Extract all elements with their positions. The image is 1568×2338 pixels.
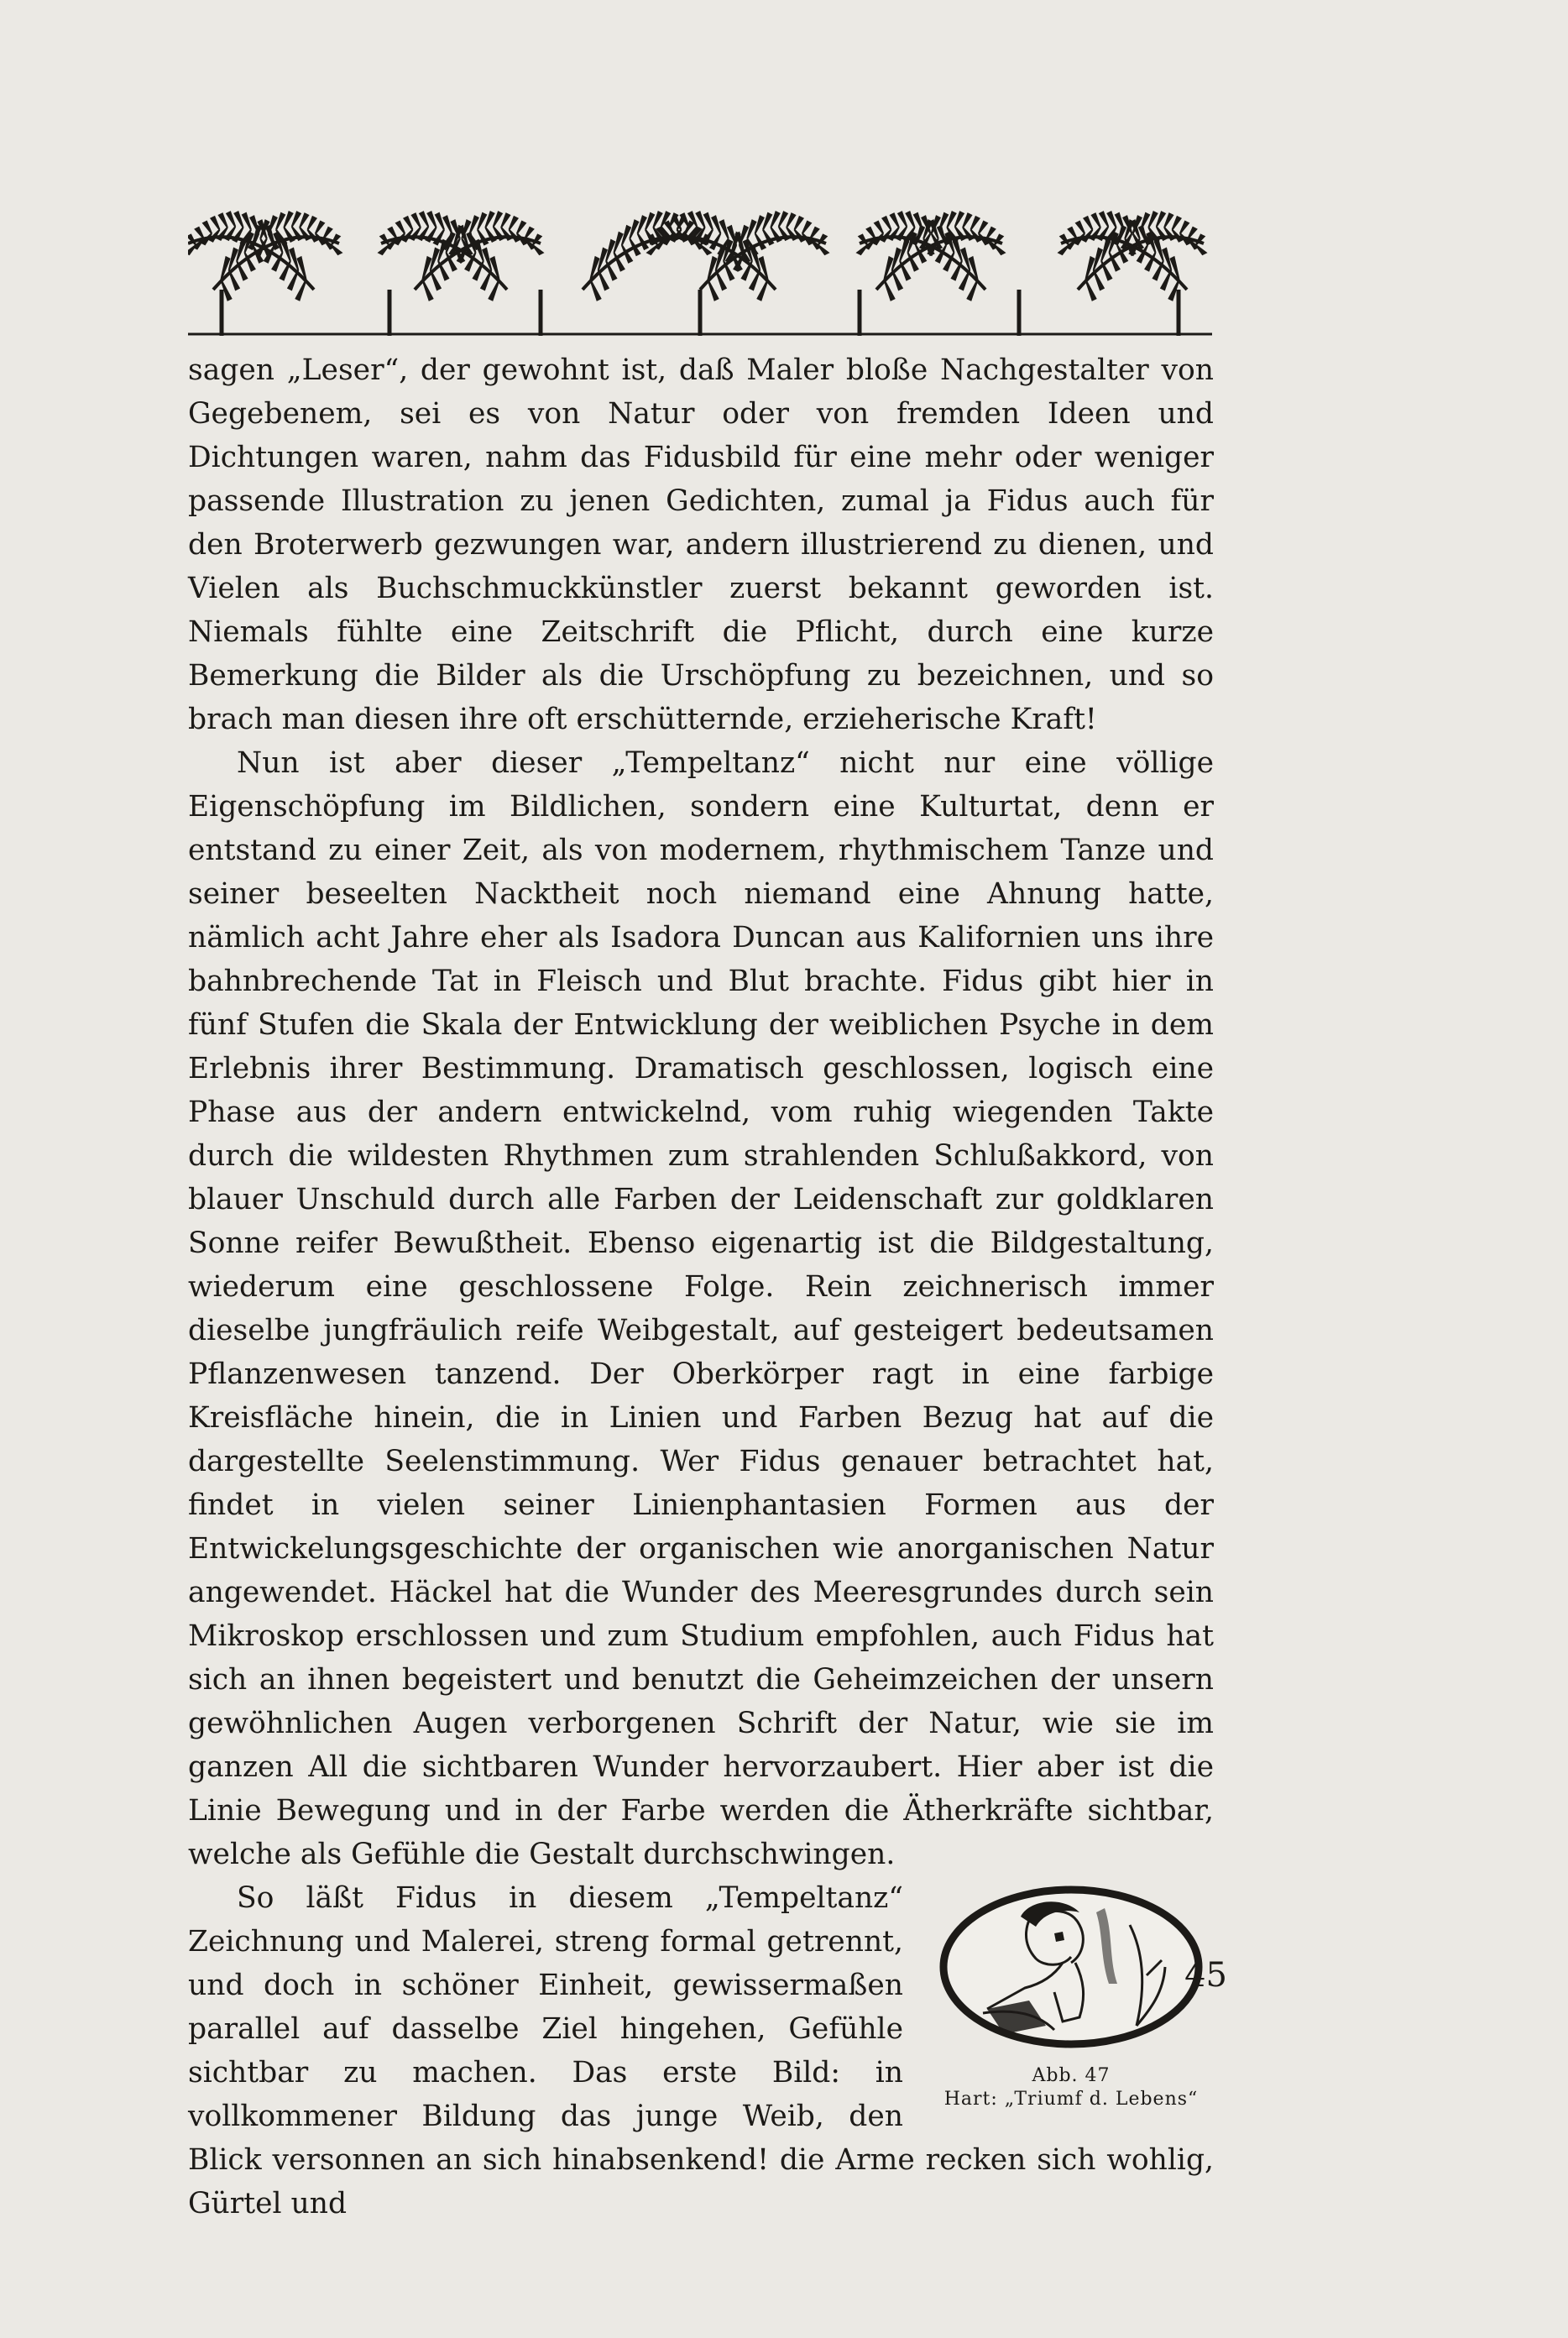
paragraph-3-block [188, 1876, 1214, 2226]
paragraph-2: Nun ist aber dieser „Tempeltanz“ nicht nur eine völlige Eigenschöpfung im Bildlichen, sondern eine Kulturtat, denn er entstand zu einer Zeit, als von modernem, rhythmischem Tanze und seiner beseelten Nacktheit noch niemand eine Ahnung hatte, nämlich acht Jahre eher als Isadora Duncan aus Kalifornien uns ihre bahnbrechende Tat in Fleisch und Blut brachte. Fidus gibt hier in fünf Stufen die Skala der Entwicklung der weiblichen Psyche in dem Erlebnis ihrer Bestimmung. Dramatisch geschlossen, logisch eine Phase aus der andern entwickelnd, vom ruhig wiegenden Takte durch die wildesten Rhythmen zum strahlenden Schlußakkord, von blauer Unschuld durch alle Farben der Leidenschaft zur goldklaren Sonne reifer Bewußtheit. Ebenso eigenartig ist die Bildgestaltung, wiederum eine geschlossene Folge. Rein zeichnerisch immer dieselbe jungfräulich reife Weibgestalt, auf gesteigert bedeutsamen Pflanzenwesen tanzend. Der Oberkörper ragt in eine farbige Kreisfläche hinein, die in Linien und Farben Bezug hat auf die dargestellte Seelenstimmung. Wer Fidus genauer betrachtet hat, findet in vielen seiner Linienphantasien Formen aus der Entwickelungsgeschichte der organischen wie anorganischen Natur angewendet. Häckel hat die Wunder des Meeresgrundes durch sein Mikroskop erschlossen und zum Studium empfohlen, auch Fidus hat sich an ihnen begeistert und benutzt die Geheimzeichen der unsern gewöhnlichen Augen verborgenen Schrift der Natur, wie sie im ganzen All die sichtbaren Wunder hervorzaubert. Hier aber ist die Linie Bewegung und in der Farbe werden die Ätherkräfte sichtbar, welche als Gefühle die Gestalt durchschwingen. [188, 746, 1214, 1871]
figure-number: Abb. 47 [1032, 2065, 1111, 2086]
body-text [188, 348, 1214, 2226]
paragraph-3: So läßt Fidus in diesem „Tempeltanz“ Zeichnung und Malerei, streng formal getrennt, und doch in schöner Einheit, gewissermaßen parallel auf dasselbe Ziel hingehen, Gefühle sichtbar zu machen. Das erste Bild: in vollkommener Bildung das junge Weib, den Blick versonnen an sich hinabsenkend! die Arme recken sich wohlig, Gürtel und [188, 1881, 1214, 2220]
paragraph-1: sagen „Leser“, der gewohnt ist, daß Maler bloße Nachgestalter von Gegebenem, sei es von Natur oder von fremden Ideen und Dichtungen waren, nahm das Fidusbild für eine mehr oder weniger passende Illustration zu jenen Gedichten, zumal ja Fidus auch für den Broterwerb gezwungen war, andern illustrierend zu dienen, und Vielen als Buchschmuckkünstler zuerst bekannt geworden ist. Niemals fühlte eine Zeitschrift die Pflicht, durch eine kurze Bemerkung die Bilder als die Urschöpfung zu bezeichnen, und so brach man diesen ihre oft erschütternde, erzieherische Kraft! [188, 353, 1214, 736]
figure-caption: Hart: „Triumf d. Lebens“ [943, 2089, 1199, 2110]
page-number: 45 [1184, 1956, 1227, 1995]
figure-47-image [937, 1883, 1205, 2051]
figure-47 [928, 1883, 1214, 2111]
fern-ornament-header [188, 210, 1212, 336]
